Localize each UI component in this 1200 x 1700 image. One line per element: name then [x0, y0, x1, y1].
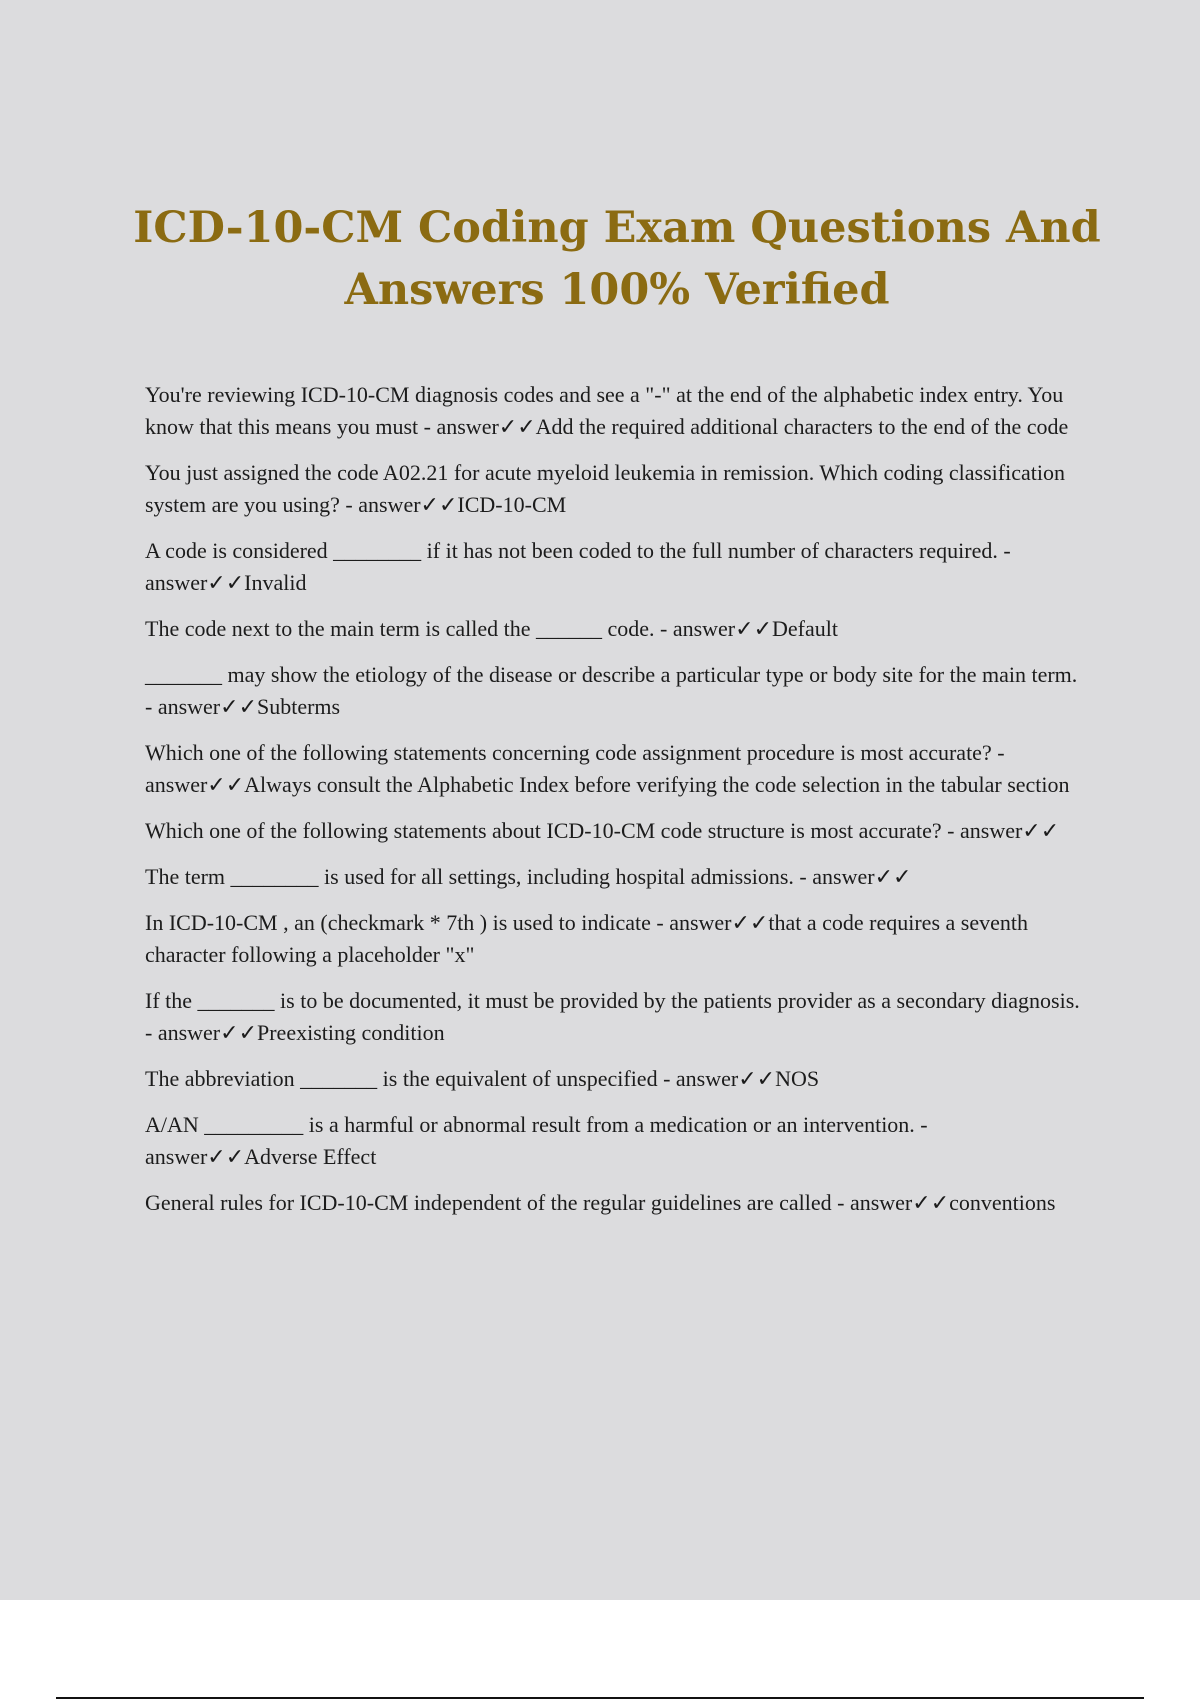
qa-item: _______ may show the etiology of the disease or describe a particular type or body site for the main term. - answer✓✓Subterms: [145, 662, 1078, 719]
qa-item: A code is considered ________ if it has not been coded to the full number of characters required. - answer✓✓Invalid: [145, 538, 1011, 595]
qa-item: You're reviewing ICD-10-CM diagnosis codes and see a "-" at the end of the alphabetic index entry. You know that this means you must - answer✓✓Add the required additional characters to the end of the code: [145, 382, 1069, 439]
qa-item: The code next to the main term is called the ______ code. - answer✓✓Default: [145, 616, 838, 641]
qa-item: Which one of the following statements about ICD-10-CM code structure is most accurate? - answer✓✓: [145, 818, 1060, 843]
qa-item: You just assigned the code A02.21 for acute myeloid leukemia in remission. Which coding classification system are you using? - answer✓✓ICD-10-CM: [145, 460, 1065, 517]
question-answer-list: [145, 379, 1085, 1233]
qa-item: Which one of the following statements concerning code assignment procedure is most accurate? - answer✓✓Always consult the Alphabetic Index before verifying the code selection in the tabular section: [145, 740, 1070, 797]
qa-item: A/AN _________ is a harmful or abnormal result from a medication or an intervention. - answer✓✓Adverse Effect: [145, 1112, 928, 1169]
qa-item: The term ________ is used for all settings, including hospital admissions. - answer✓✓: [145, 864, 912, 889]
footer-divider: [56, 1697, 1144, 1699]
title-line-1: ICD-10-CM Coding Exam Questions And: [133, 202, 1101, 253]
qa-item: General rules for ICD-10-CM independent of the regular guidelines are called - answer✓✓conventions: [145, 1190, 1056, 1215]
qa-item: In ICD-10-CM , an (checkmark * 7th ) is used to indicate - answer✓✓that a code requires a seventh character following a placeholder "x": [145, 910, 1028, 967]
qa-item: If the _______ is to be documented, it must be provided by the patients provider as a secondary diagnosis. - answer✓✓Preexisting condition: [145, 988, 1080, 1045]
qa-item: The abbreviation _______ is the equivalent of unspecified - answer✓✓NOS: [145, 1066, 820, 1091]
title-line-2: Answers 100% Verified: [344, 264, 890, 315]
document-title: [100, 197, 1134, 321]
